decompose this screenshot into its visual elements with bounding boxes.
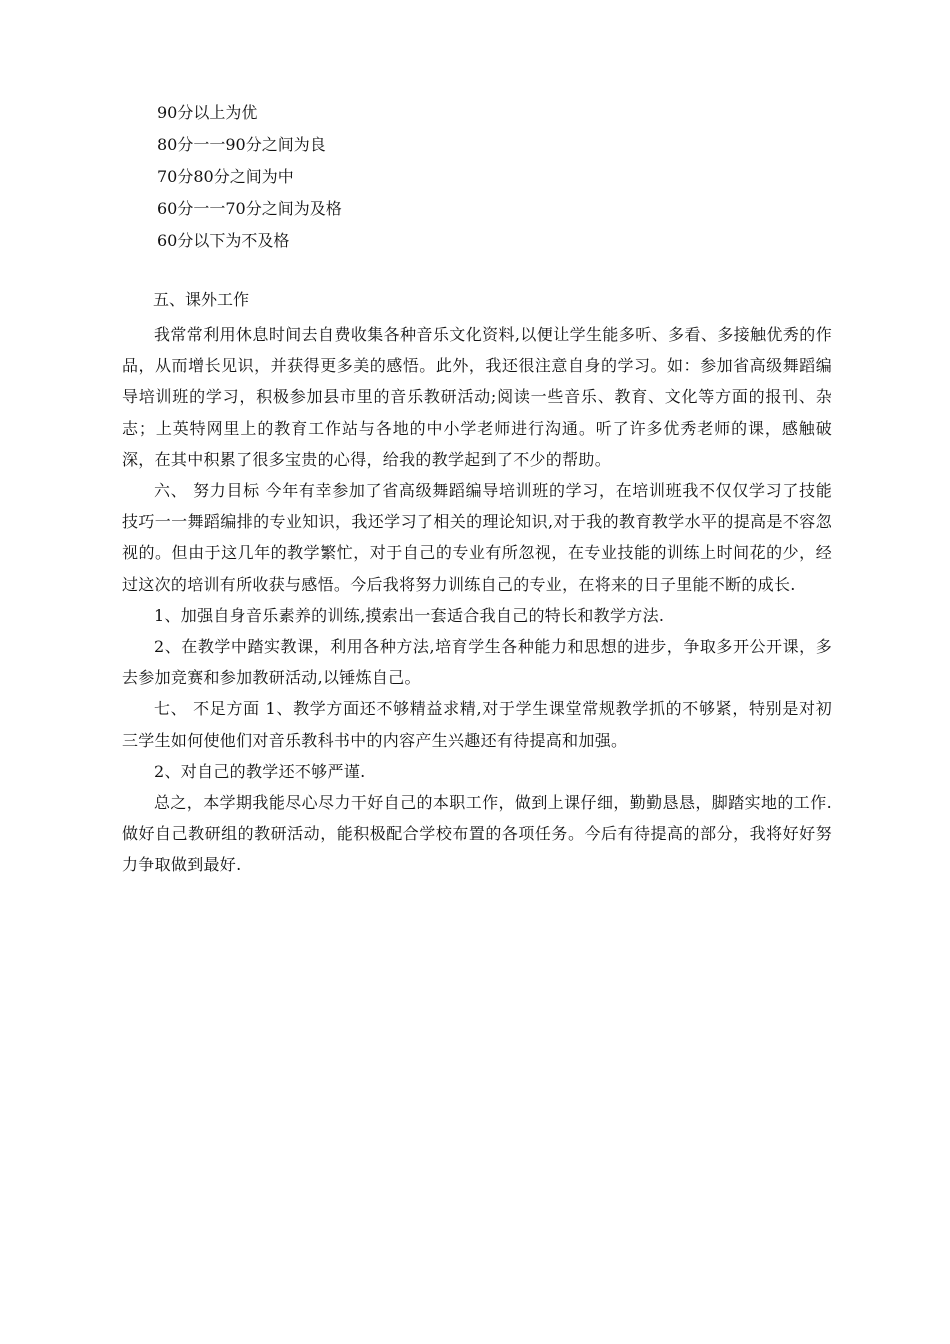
grade-pass: 60分一一70分之间为及格	[157, 199, 342, 218]
conclusion-paragraph: 总之，本学期我能尽心尽力干好自己的本职工作，做到上课仔细，勤勤恳恳，脚踏实地的工作.做好自己教研组的教研活动，能积极配合学校布置的各项任务。今后有待提高的部分，我将好好努力争取做到最好.	[122, 793, 832, 875]
section7-paragraph: 七、 不足方面 1、教学方面还不够精益求精,对于学生课堂常规教学抓的不够紧，特别是对初三学生如何使他们对音乐教科书中的内容产生兴趣还有待提高和加强。	[122, 699, 832, 750]
grade-good: 80分一一90分之间为良	[157, 135, 326, 154]
section7-item2: 2、对自己的教学还不够严谨.	[154, 761, 366, 781]
grading-scale-list	[157, 100, 657, 260]
section5-paragraph: 我常常利用休息时间去自费收集各种音乐文化资料,以便让学生能多听、多看、多接触优秀的作品，从而增长见识，并获得更多美的感悟。此外，我还很注意自身的学习。如：参加省高级舞蹈编导培训班的学习，积极参加县市里的音乐教研活动;阅读一些音乐、教育、文化等方面的报刊、杂志；上英特网里上的教育工作站与各地的中小学老师进行沟通。听了许多优秀老师的课，感触破深，在其中积累了很多宝贵的心得，给我的教学起到了不少的帮助。	[122, 325, 832, 469]
document-body	[122, 287, 832, 881]
grade-excellent: 90分以上为优	[157, 103, 258, 122]
section5-heading: 五、课外工作	[153, 290, 250, 309]
grade-average: 70分80分之间为中	[157, 167, 294, 186]
section6-item1: 1、加强自身音乐素养的训练,摸索出一套适合我自己的特长和教学方法.	[154, 605, 665, 625]
section6-paragraph: 六、 努力目标 今年有幸参加了省高级舞蹈编导培训班的学习，在培训班我不仅仅学习了技能技巧一一舞蹈编排的专业知识，我还学习了相关的理论知识,对于我的教育教学水平的提高是不容忽视的。但由于这几年的教学繁忙，对于自己的专业有所忽视，在专业技能的训练上时间花的少，经过这次的培训有所收获与感悟。今后我将努力训练自己的专业，在将来的日子里能不断的成长.	[122, 481, 832, 594]
grade-fail: 60分以下为不及格	[157, 231, 290, 250]
section6-item2: 2、在教学中踏实教课，利用各种方法,培育学生各种能力和思想的进步，争取多开公开课，多去参加竞赛和参加教研活动,以锤炼自己。	[122, 637, 832, 688]
